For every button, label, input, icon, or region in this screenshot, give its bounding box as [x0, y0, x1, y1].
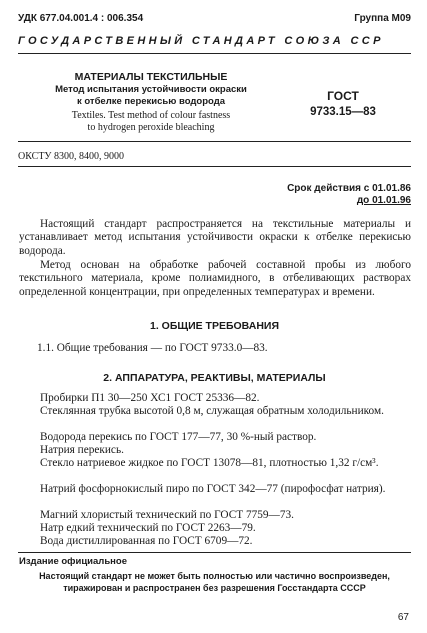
- group-code: Группа М09: [354, 13, 411, 24]
- list-item: Пробирки П1 30—250 ХС1 ГОСТ 25336—82.: [40, 392, 260, 404]
- title-en-1: Textiles. Test method of colour fastness: [71, 110, 231, 121]
- section-1-heading: 1. ОБЩИЕ ТРЕБОВАНИЯ: [149, 320, 279, 332]
- section-1-text: 1.1. Общие требования — по ГОСТ 9733.0—83.: [37, 342, 268, 354]
- title-sub-1: Метод испытания устойчивости окраски: [55, 84, 247, 95]
- list-item: Натрий фосфорнокислый пиро по ГОСТ 342—77 (пирофосфат натрия).: [40, 483, 386, 495]
- list-item: Водорода перекись по ГОСТ 177—77, 30 %-ный раствор.: [40, 431, 317, 443]
- validity-from: Срок действия с 01.01.86: [287, 183, 411, 194]
- list-item: Стекло натриевое жидкое по ГОСТ 13078—81, плотностью 1,32 г/см³.: [40, 457, 379, 469]
- copyright-notice-2: тиражирован и распространен без разрешения Госстандарта СССР: [63, 583, 366, 593]
- udk-code: УДК 677.04.001.4 : 006.354: [18, 13, 144, 24]
- copyright-notice-1: Настоящий стандарт не может быть полностью или частично воспроизведен,: [39, 571, 390, 581]
- intro-paragraph-2: Метод основан на обработке рабочей составной пробы из любого текстильного материала, кроме полиамидного, в отбеливающих растворах определенной концентрации, при определенных температурах и времени.: [19, 259, 411, 298]
- list-item: Натрия перекись.: [40, 444, 124, 456]
- title-main: МАТЕРИАЛЫ ТЕКСТИЛЬНЫЕ: [74, 71, 228, 83]
- gost-number: 9733.15—83: [310, 106, 376, 118]
- footer-rule: [18, 552, 411, 553]
- list-item: Магний хлористый технический по ГОСТ 7759—73.: [40, 509, 294, 521]
- okstu-rule: [18, 166, 411, 167]
- gost-label: ГОСТ: [327, 89, 359, 103]
- okstu-codes: ОКСТУ 8300, 8400, 9000: [18, 151, 125, 162]
- page-number: 67: [397, 612, 409, 623]
- title-en-2: to hydrogen peroxide bleaching: [87, 122, 215, 133]
- org-heading: ГОСУДАРСТВЕННЫЙ СТАНДАРТ СОЮЗА ССР: [18, 35, 384, 47]
- edition-label: Издание официальное: [19, 556, 127, 567]
- title-rule: [18, 141, 411, 142]
- intro-paragraph-1: Настоящий стандарт распространяется на текстильные материалы и устанавливает метод испытания устойчивости окраски к отбелке перекисью водорода.: [19, 218, 411, 257]
- header-rule: [18, 53, 411, 54]
- title-sub-2: к отбелке перекисью водорода: [76, 96, 226, 107]
- list-item: Натр едкий технический по ГОСТ 2263—79.: [40, 522, 256, 534]
- list-item: Вода дистиллированная по ГОСТ 6709—72.: [40, 535, 253, 547]
- section-2-heading: 2. АППАРАТУРА, РЕАКТИВЫ, МАТЕРИАЛЫ: [103, 372, 326, 384]
- validity-to: до 01.01.96: [356, 195, 411, 206]
- list-item: Стеклянная трубка высотой 0,8 м, служащая обратным холодильником.: [40, 405, 384, 417]
